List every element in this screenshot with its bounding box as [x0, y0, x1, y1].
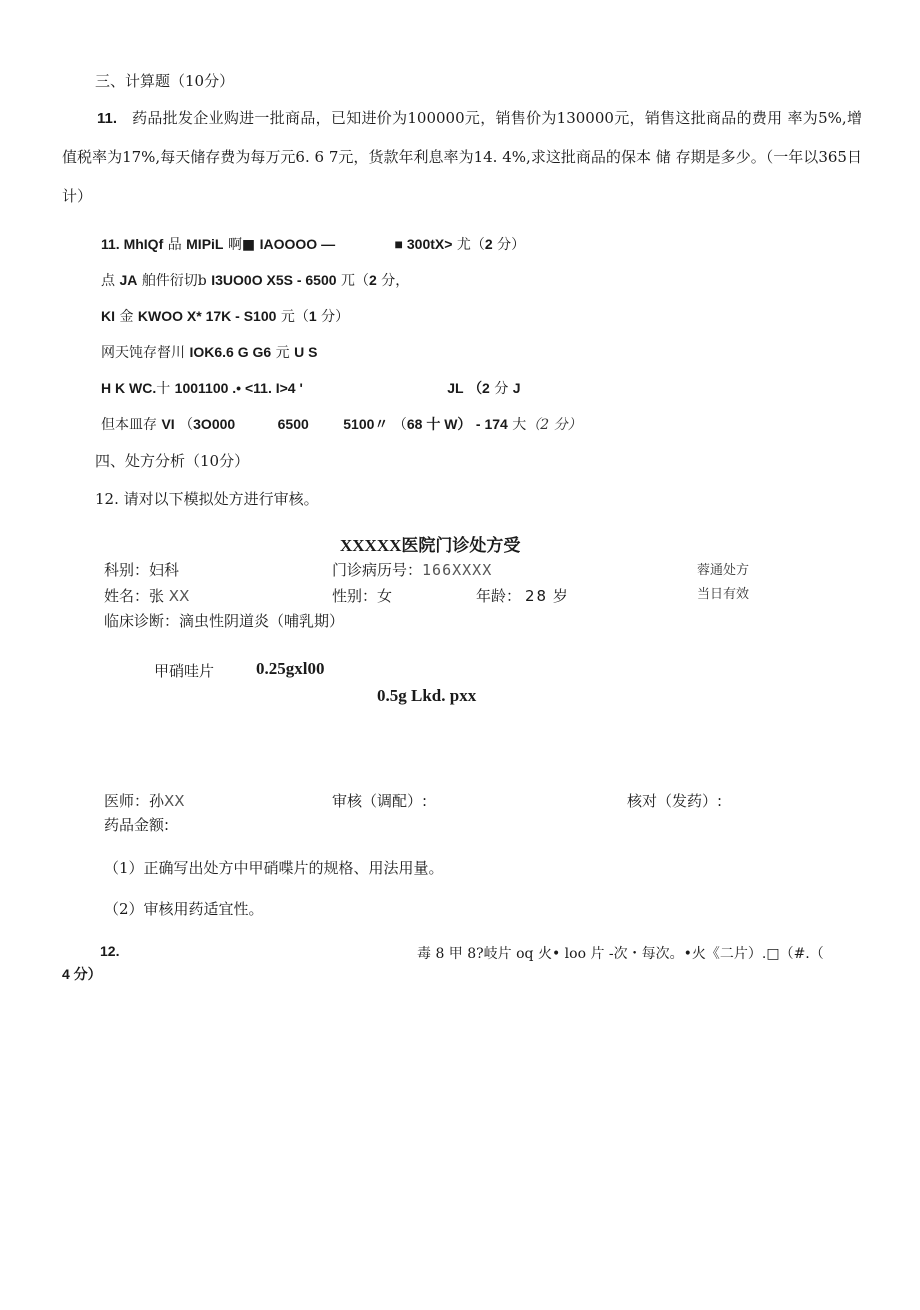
answer-12-tail: 4 分）	[62, 966, 102, 982]
question-11-line-2: 率为5%,增值税率为17%,每天储存费为每万元6. 6 7元，货款年利息率为14. 4%,求这批商品的保本 储	[62, 109, 862, 166]
prescription-title: XXXXX医院门诊处方受	[340, 536, 521, 555]
answer-11-line-5: H K WC.十 1001100 .• <11. I>4 ' JL （2 分 J	[101, 380, 521, 397]
prescription-valid-note: 当日有效	[697, 587, 750, 602]
prescription-drug-spec: 0.25gxl00	[256, 659, 325, 678]
answer-11-line-2: 点 JA 舶件衍切b I3UO0O X5S - 6500 兀（2 分，	[101, 272, 410, 289]
answer-11-line-1: 11. MhIQf 品 MIPiL 啊■ IAOOOO — ■ 300tX> 尤（2 分）	[101, 236, 526, 253]
prescription-check: 核对（发药）:	[627, 792, 723, 810]
question-11-number: 11.	[97, 110, 118, 127]
question-11	[62, 99, 862, 216]
question-11-line-3: 存期是多少。（一年以365日计）	[62, 148, 862, 205]
prescription-type-note: 蓉通处方	[697, 563, 750, 578]
answer-11-line-6: 但本皿存 VI （3O000 6500 5100〃 （68 十 W） - 174 大（2 分）	[101, 416, 582, 433]
prescription-amount: 药品金额:	[104, 816, 170, 834]
prescription-drug-usage: 0.5g Lkd. pxx	[377, 686, 477, 705]
section-3-title: 三、计算题（10分）	[95, 72, 235, 90]
prescription-age: 年龄： 28 岁	[476, 587, 568, 605]
prescription-record-number: 门诊病历号：166XXXX	[332, 561, 493, 579]
question-12: 12. 请对以下模拟处方进行审核。	[95, 490, 319, 508]
sub-question-2: （2）审核用药适宜性。	[104, 900, 264, 918]
prescription-department: 科别：妇科	[104, 561, 180, 579]
answer-11-line-4: 网天饨存督川 IOK6.6 G G6 元 U S	[101, 344, 318, 361]
section-4-title: 四、处方分析（10分）	[95, 452, 250, 470]
question-11-line-1: 药品批发企业购进一批商品，已知进价为100000元，销售价为130000元，销售这批商品的费用	[132, 109, 783, 127]
prescription-patient-name: 姓名：张 XX	[104, 587, 190, 605]
answer-12-text: 毒 8 甲 8?岐片 oq 火• loo 片 -次・每次。•火《二片）.□（#.（	[417, 946, 824, 962]
prescription-diagnosis: 临床诊断：滴虫性阴道炎（哺乳期）	[104, 612, 345, 630]
prescription-review: 审核（调配）:	[332, 792, 428, 810]
answer-11-line-3: KI 金 KWOO X* 17K - S100 元（1 分）	[101, 308, 350, 325]
prescription-drug-name: 甲硝哇片	[154, 662, 215, 680]
prescription-sex: 性别：女	[332, 587, 393, 605]
prescription-doctor: 医师：孙XX	[104, 792, 185, 810]
sub-question-1: （1）正确写出处方中甲硝喋片的规格、用法用量。	[104, 859, 444, 877]
answer-12-number: 12.	[100, 943, 120, 959]
